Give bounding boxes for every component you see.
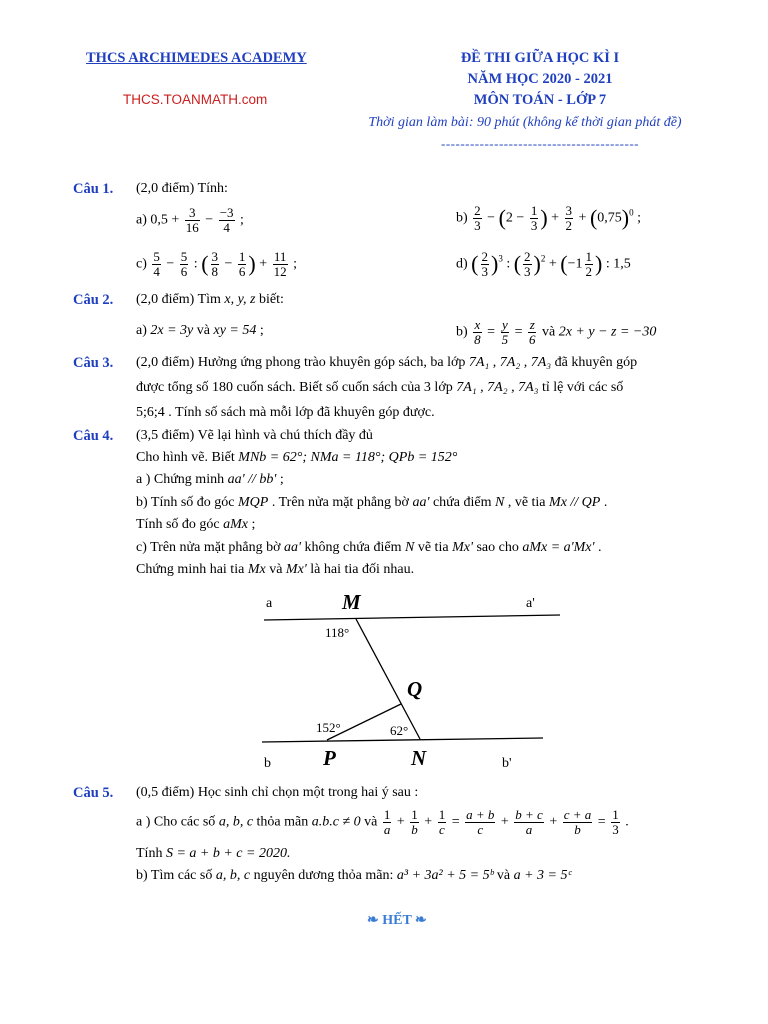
q4-c2	[136, 562, 414, 578]
label-b: b	[264, 756, 271, 771]
q5-abc: a, b, c	[218, 814, 254, 830]
exam-year: NĂM HỌC 2020 - 2021	[467, 71, 613, 87]
site-name: THCS.TOANMATH.com	[123, 92, 268, 107]
q3-line2-end: tỉ lệ với các số	[542, 380, 624, 395]
q4-angles: MNb = 62°; NMa = 118°; QPb = 152°	[238, 450, 458, 465]
line-aa	[264, 615, 560, 620]
angle-m-label: 118°	[325, 625, 350, 640]
q4-c-eq: aMx = a'Mx'	[522, 540, 595, 555]
q4-a-math: aa' // bb'	[227, 472, 277, 487]
q2-b: b) $\frac{x}{8}$ = $\frac{y}{5}$ = $\frac{z}{6}$ và 2x + y − z = −30	[456, 317, 657, 347]
q4-b1-text: b) Tính số đo góc	[136, 495, 235, 510]
header-dashes: -----------------------------------------	[441, 136, 639, 151]
q3-line1-end: đã khuyên góp	[554, 355, 638, 370]
q5-a-text: a ) Cho các số	[136, 814, 216, 830]
q2-b-eq2: 2x + y − z = −30	[558, 324, 657, 340]
q4-c1-textb: không chứa điểm	[304, 540, 402, 555]
q4-a-text: a ) Chứng minh	[136, 472, 225, 487]
exam-time: Thời gian làm bài: 90 phút (không kể thời gian phát đề)	[368, 115, 682, 130]
q4-c1-textc: vẽ tia	[417, 540, 449, 555]
geometry-figure	[0, 585, 768, 785]
q2-a-eq2: xy = 54	[213, 323, 257, 338]
q5-b-text: b) Tìm các số	[136, 868, 213, 883]
q5-b-eq1: a³ + 3a² + 5 = 5ᵇ	[396, 868, 494, 883]
q5-a-prod: a.b.c ≠ 0	[311, 814, 361, 830]
q5-intro: (0,5 điểm) Học sinh chỉ chọn một trong hai ý sau :	[136, 785, 419, 800]
label-a: a	[266, 596, 273, 611]
label-b-prime: b'	[502, 756, 512, 771]
q4-line2	[136, 450, 457, 466]
line-bb	[262, 738, 543, 742]
q4-b-ray: Mx // QP	[549, 495, 601, 510]
q4-c2-textb: là hai tia đối nhau.	[310, 562, 415, 577]
q1-b-prefix: b)	[456, 210, 468, 226]
q4-c-va: và	[269, 562, 283, 577]
q1-d-prefix: d)	[456, 256, 468, 272]
q2-vars: x, y, z	[224, 292, 256, 307]
q1-a: a) 0,5 + $\frac{3}{16}$ − $\frac{-3}{4}$ ;	[136, 205, 244, 235]
school-name: THCS ARCHIMEDES ACADEMY	[86, 50, 307, 66]
angle-p-label: 152°	[316, 720, 341, 735]
q3-line2-text: được tổng số 180 cuốn sách. Biết số cuốn sách của 3 lớp	[136, 380, 453, 395]
q4-b-amx: aMx	[223, 517, 248, 532]
q5-a-cond: thỏa mãn	[256, 814, 309, 830]
q5-b-cond: nguyên dương thỏa mãn:	[253, 868, 394, 883]
q4-b2-text: Tính số đo góc	[136, 517, 220, 532]
q1-label: Câu 1.	[73, 181, 114, 197]
q2-a-eq1: 2x = 3y	[150, 323, 194, 338]
q4-b1: b) Tính số đo góc MQP . Trên nửa mặt phẳng bờ aa' chứa điểm N , vẽ tia Mx // QP .	[136, 495, 608, 510]
q4-c2-text: Chứng minh hai tia	[136, 562, 245, 577]
q4-c1-textd: sao cho	[476, 540, 519, 555]
q4-c-mx: Mx	[247, 562, 266, 577]
q4-b2: Tính số đo góc aMx ;	[136, 517, 256, 532]
q4-label: Câu 4.	[73, 428, 114, 444]
q4-b1-textc: chứa điểm	[432, 495, 492, 510]
q1-c-prefix: c)	[136, 256, 147, 272]
q1-intro: (2,0 điểm) Tính:	[136, 181, 228, 196]
q4-a: a ) Chứng minh aa' // bb' ;	[136, 472, 284, 487]
q5-b-eq2: a + 3 = 5ᶜ	[513, 868, 572, 883]
end-text: HẾT	[382, 913, 412, 928]
q4-c-mx2: Mx'	[285, 562, 307, 577]
q4-c-aa: aa'	[283, 540, 301, 555]
exam-subject: MÔN TOÁN - LỚP 7	[473, 92, 607, 108]
q5-a: a ) Cho các số a, b, c thỏa mãn a.b.c ≠ 0 và $\frac{1}{a}$ + $\frac{1}{b}$ + $\frac{1}{c}$ = $\frac{a + b}{c}$ + $\frac{b + c}{a}$ + $\frac{c + a}{b}$ = $\frac{1}{3}$ .	[136, 807, 629, 837]
end-marker	[367, 912, 427, 929]
q2-a: a) 2x = 3y và xy = 54 ;	[136, 323, 264, 338]
q5-b	[136, 868, 571, 884]
angle-n-label: 62°	[390, 723, 409, 738]
flourish-left-icon: ❧	[367, 913, 379, 928]
q3-line2	[136, 380, 623, 396]
q4-b1-textb: . Trên nửa mặt phẳng bờ	[271, 495, 409, 510]
q2-b-prefix: b)	[456, 324, 468, 340]
q5-b-va: và	[496, 868, 511, 883]
q2-and: và	[196, 323, 210, 338]
label-a-prime: a'	[526, 596, 535, 611]
q4-line1: (3,5 điểm) Vẽ lại hình và chú thích đầy đủ	[136, 428, 373, 443]
q3-line1-text: (2,0 điểm) Hưởng ứng phong trào khuyên góp sách, ba lớp	[136, 355, 466, 370]
q5-tinh	[136, 846, 290, 862]
q3-label: Câu 3.	[73, 355, 114, 371]
label-p: P	[323, 746, 336, 770]
q4-c-mx1: Mx'	[452, 540, 473, 555]
q5-tinh-text: Tính	[136, 846, 163, 861]
q4-b1-textd: , vẽ tia	[507, 495, 546, 510]
q4-b-mqp: MQP	[238, 495, 269, 510]
q2-intro-line	[136, 292, 284, 308]
exam-title: ĐỀ THI GIỮA HỌC KÌ I	[460, 50, 620, 66]
q3-line1	[136, 355, 637, 371]
q2-label: Câu 2.	[73, 292, 114, 308]
q3-classes-2: 7A₁ , 7A₂ , 7A₃	[456, 380, 539, 395]
q4-b-aa: aa'	[412, 495, 430, 510]
label-n: N	[411, 746, 427, 770]
flourish-right-icon: ❧	[415, 913, 427, 928]
q2-b-and: và	[541, 324, 556, 340]
q4-b-n: N	[494, 495, 505, 510]
q1-c: c) $\frac{5}{4}$ − $\frac{5}{6}$ : ( $\frac{3}{8}$ − $\frac{1}{6}$ ) + $\frac{11}{12}$ ;	[136, 249, 298, 279]
q4-c-n: N	[405, 540, 415, 555]
q2-biet: biết:	[259, 292, 284, 307]
q3-classes: 7A₁ , 7A₂ , 7A₃	[468, 355, 552, 370]
q5-s-eq: S = a + b + c = 2020.	[165, 846, 291, 861]
q1-d: d) ( $\frac{2}{3}$ )$^3$ : ( $\frac{2}{3}$ )$^2$ + (−1 $\frac{1}{2}$ ) : 1,5	[456, 249, 631, 279]
q4-c1-text: c) Trên nửa mặt phẳng bờ	[136, 540, 281, 555]
q2-intro: (2,0 điểm) Tìm	[136, 292, 221, 307]
q5-b-abc: a, b, c	[215, 868, 251, 883]
q5-label: Câu 5.	[73, 785, 114, 801]
q1-b: b) $\frac{2}{3}$ − (2 − $\frac{1}{3}$ ) + $\frac{3}{2}$ + $(0,75)^0$ ;	[456, 203, 641, 233]
q4-line2-text: Cho hình vẽ. Biết	[136, 450, 235, 465]
label-m: M	[342, 590, 361, 614]
q3-line3: 5;6;4 . Tính số sách mà mỗi lớp đã khuyên góp được.	[136, 405, 435, 420]
q5-va: và	[364, 814, 378, 830]
label-q: Q	[407, 677, 423, 701]
q1-a-prefix: a)	[136, 212, 147, 228]
q4-c1: c) Trên nửa mặt phẳng bờ aa' không chứa điểm N vẽ tia Mx' sao cho aMx = a'Mx' .	[136, 540, 602, 555]
q2-a-prefix: a)	[136, 323, 147, 338]
